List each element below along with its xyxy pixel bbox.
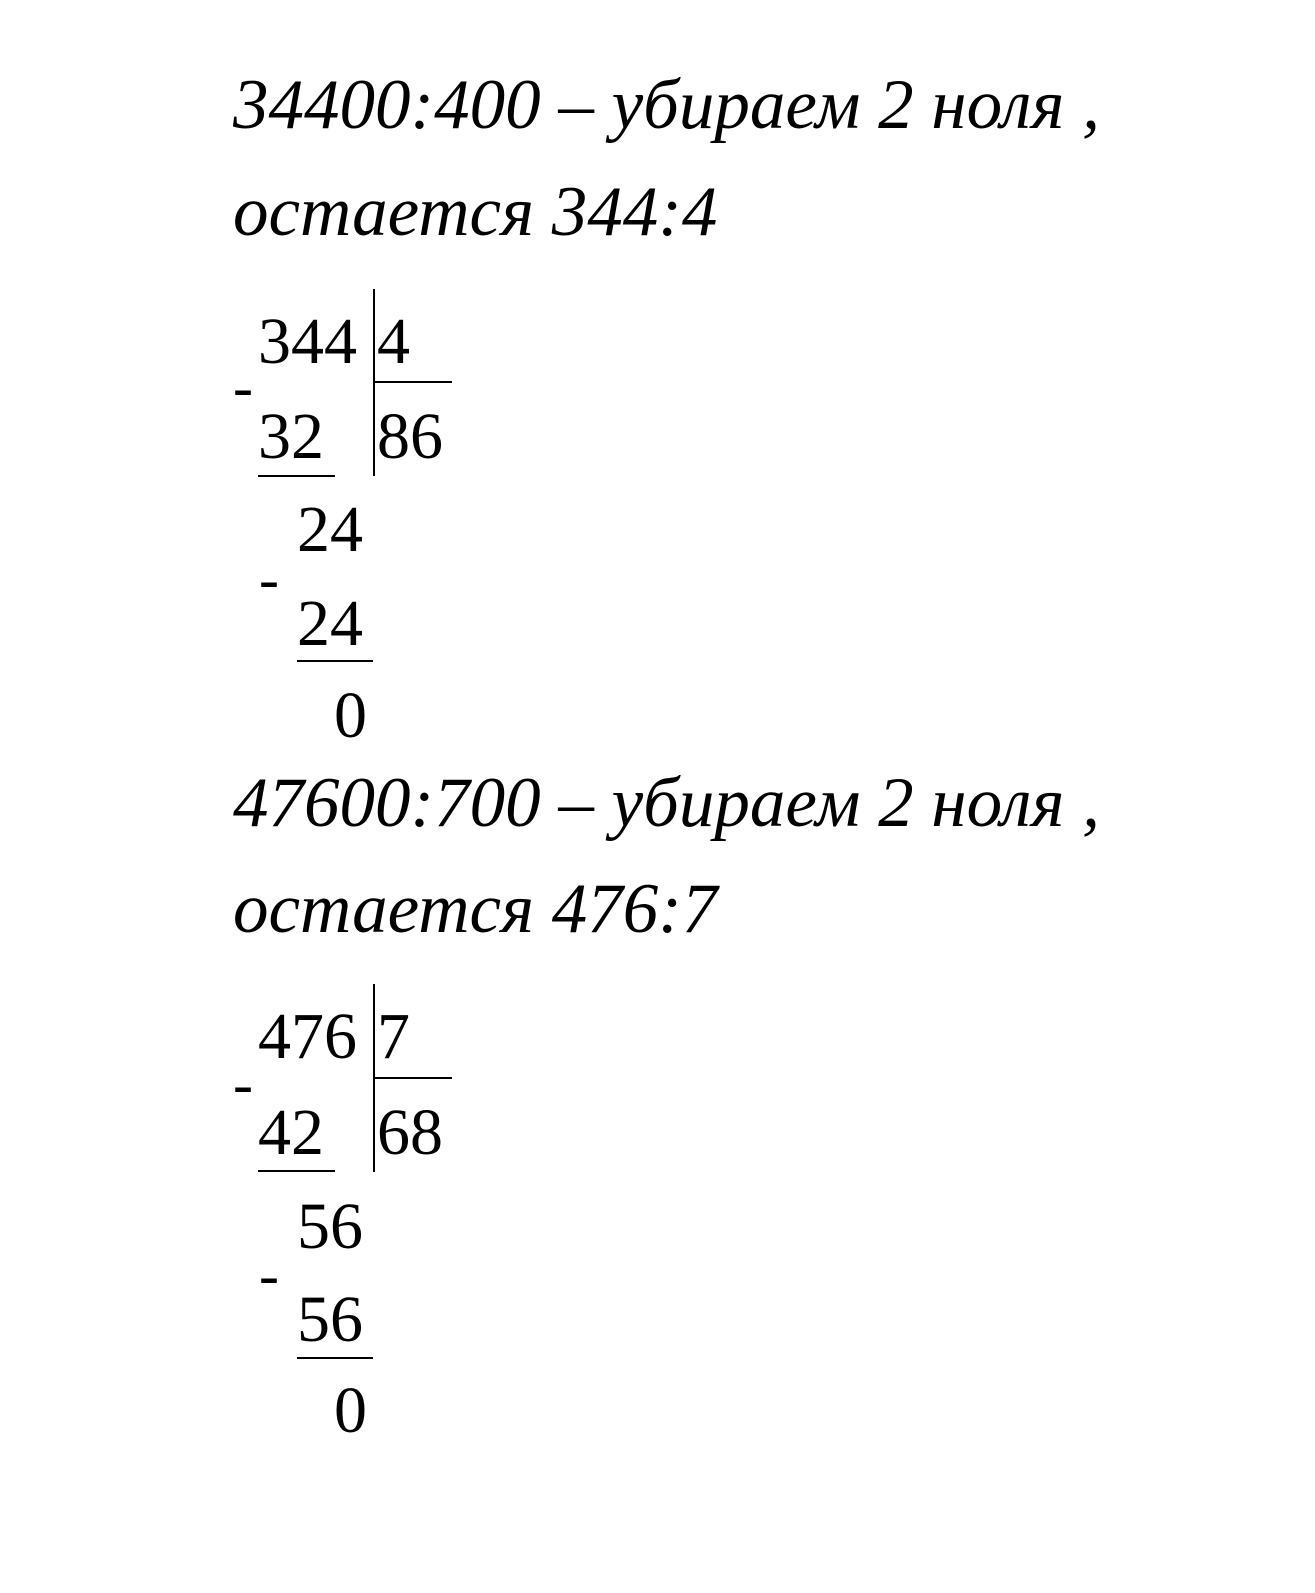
minus-sign: -	[233, 1051, 253, 1117]
step-2-subtrahend: 24	[297, 587, 363, 660]
problem-1-statement-line-2: остается 344:4	[233, 173, 718, 251]
quotient: 68	[377, 1096, 443, 1169]
minus-sign: -	[259, 546, 279, 612]
minus-sign: -	[259, 1242, 279, 1308]
step-1-subtrahend: 42	[258, 1096, 324, 1169]
dividend: 476	[258, 1000, 357, 1073]
step-2-subtrahend: 56	[297, 1283, 363, 1356]
step-2-minuend: 56	[297, 1190, 363, 1263]
divisor: 4	[377, 305, 410, 378]
problem-2-statement-line-1: 47600:700 – убираем 2 ноля ,	[233, 764, 1100, 842]
divisor-underline	[373, 1077, 452, 1079]
dividend: 344	[258, 305, 357, 378]
step-2-minuend: 24	[297, 493, 363, 566]
quotient: 86	[377, 400, 443, 473]
step-1-subtrahend: 32	[258, 400, 324, 473]
divisor: 7	[377, 1000, 410, 1073]
problem-2-statement-line-2: остается 476:7	[233, 870, 718, 948]
minus-sign: -	[233, 354, 253, 420]
step-2-underline	[297, 1357, 373, 1359]
problem-1-statement-line-1: 34400:400 – убираем 2 ноля ,	[233, 66, 1100, 144]
remainder: 0	[334, 679, 367, 752]
remainder: 0	[334, 1374, 367, 1447]
step-1-underline	[258, 1170, 335, 1172]
